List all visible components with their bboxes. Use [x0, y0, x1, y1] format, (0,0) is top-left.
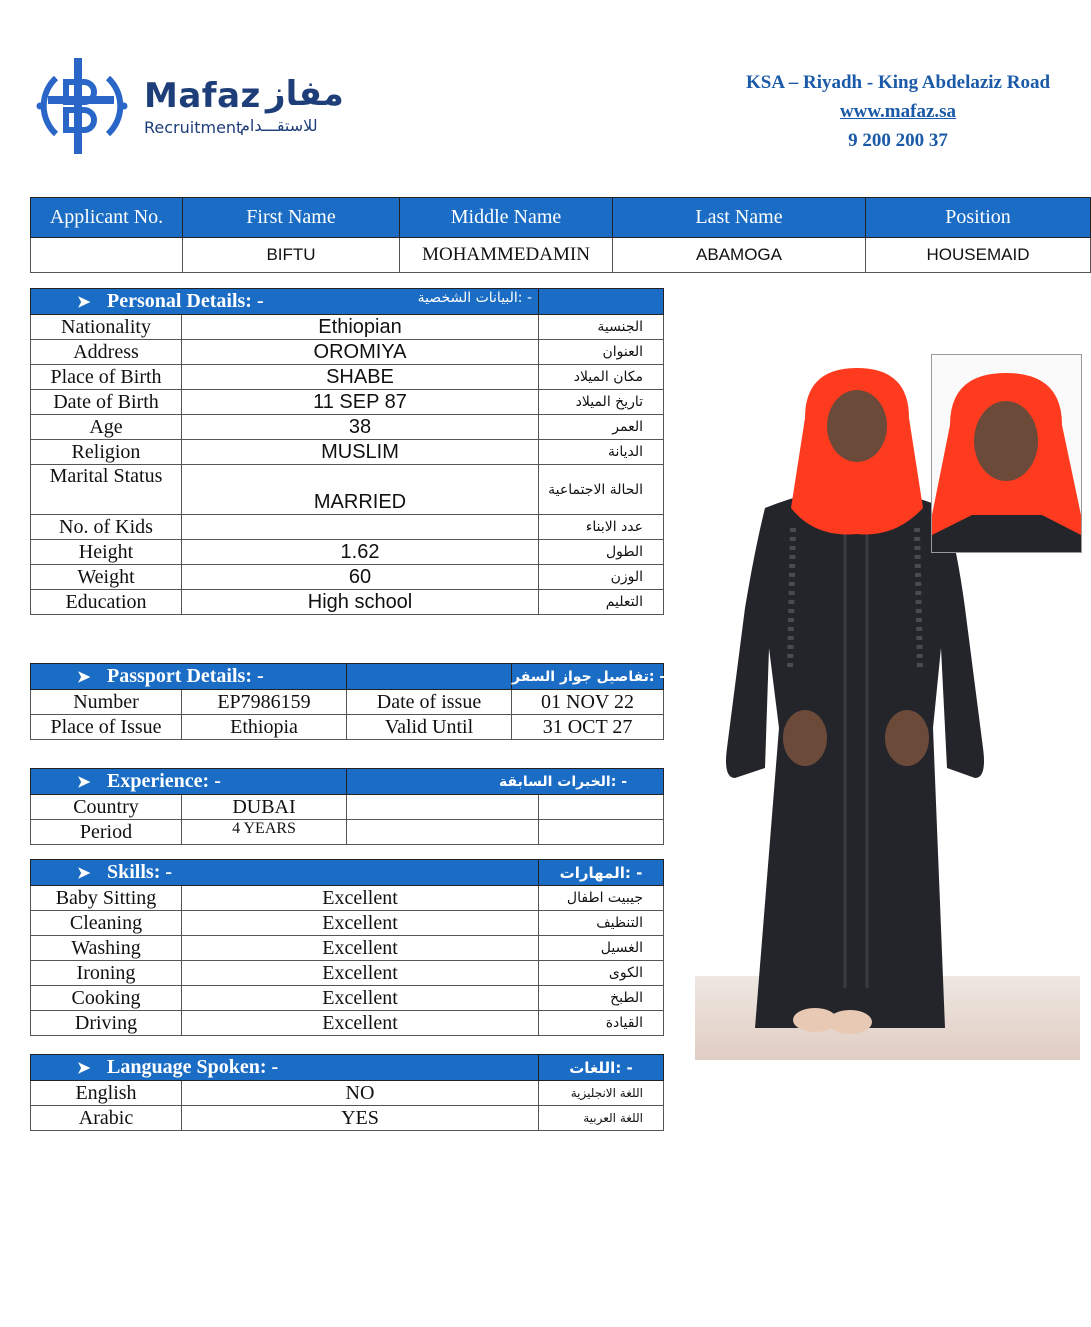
skills-table [30, 859, 664, 1036]
personal-details-table [30, 288, 664, 615]
skill-value: Excellent [182, 911, 539, 936]
company-name: Mafaz [144, 76, 261, 116]
row-label: No. of Kids [31, 515, 182, 540]
experience-country-label: Country [31, 795, 182, 820]
skill-label: Baby Sitting [31, 886, 182, 911]
skill-value: Excellent [182, 936, 539, 961]
language-label-ar: اللغة العربية [539, 1106, 664, 1131]
skill-value: Excellent [182, 986, 539, 1011]
issue-date-label: Date of issue [347, 690, 512, 715]
personal-section-title-ar: البيانات الشخصية: - [417, 290, 533, 306]
last-name-value: ABAMOGA [613, 238, 866, 273]
row-label-ar: الجنسية [539, 315, 664, 340]
middle-name-value: MOHAMMEDAMIN [400, 238, 613, 273]
row-label-ar: الحالة الاجتماعية [539, 465, 664, 515]
applicant-no-header: Applicant No. [31, 198, 183, 238]
passport-number-value: EP7986159 [182, 690, 347, 715]
skill-value: Excellent [182, 961, 539, 986]
valid-until-value: 31 OCT 27 [512, 715, 664, 740]
passport-section-title-ar: تفاصيل جواز السفر: - [512, 664, 664, 690]
position-value: HOUSEMAID [866, 238, 1091, 273]
row-value: High school [182, 590, 539, 615]
skill-label-ar: الكوى [539, 961, 664, 986]
row-label: Nationality [31, 315, 182, 340]
languages-table [30, 1054, 664, 1131]
row-value: Ethiopian [182, 315, 539, 340]
language-value: NO [182, 1081, 539, 1106]
applicant-no-value [31, 238, 183, 273]
position-header: Position [866, 198, 1091, 238]
last-name-header: Last Name [613, 198, 866, 238]
skill-label-ar: القيادة [539, 1011, 664, 1036]
skill-label: Washing [31, 936, 182, 961]
row-label-ar: مكان الميلاد [539, 365, 664, 390]
row-label-ar: الديانة [539, 440, 664, 465]
company-name-ar: مفاز [266, 74, 344, 114]
applicant-table [30, 197, 1091, 273]
valid-until-label: Valid Until [347, 715, 512, 740]
row-label-ar: التعليم [539, 590, 664, 615]
company-phone: 9 200 200 37 [848, 130, 948, 151]
skill-label-ar: الطبخ [539, 986, 664, 1011]
experience-section-title: ➤ Experience: - [31, 769, 347, 795]
skill-value: Excellent [182, 1011, 539, 1036]
contact-block [738, 70, 1058, 157]
row-value: MARRIED [182, 465, 539, 515]
row-label-ar: الطول [539, 540, 664, 565]
row-label-ar: تاريخ الميلاد [539, 390, 664, 415]
company-logo [34, 56, 344, 162]
skill-value: Excellent [182, 886, 539, 911]
skill-label: Cleaning [31, 911, 182, 936]
row-label: Age [31, 415, 182, 440]
row-label: Religion [31, 440, 182, 465]
row-label: Education [31, 590, 182, 615]
issue-date-value: 01 NOV 22 [512, 690, 664, 715]
personal-section-title: ➤ Personal Details: - البيانات الشخصية: - [31, 289, 539, 315]
place-of-issue-label: Place of Issue [31, 715, 182, 740]
row-label-ar: عدد الابناء [539, 515, 664, 540]
row-value: MUSLIM [182, 440, 539, 465]
row-value [182, 515, 539, 540]
passport-number-label: Number [31, 690, 182, 715]
experience-period-label: Period [31, 820, 182, 845]
row-value: 11 SEP 87 [182, 390, 539, 415]
row-value: 1.62 [182, 540, 539, 565]
first-name-header: First Name [183, 198, 400, 238]
company-tagline-ar: للاستقـــدام [240, 116, 318, 135]
mafaz-emblem-icon [34, 56, 144, 162]
experience-table [30, 768, 664, 845]
language-label-ar: اللغة الانجليزية [539, 1081, 664, 1106]
row-label-ar: العمر [539, 415, 664, 440]
middle-name-header: Middle Name [400, 198, 613, 238]
passport-details-table [30, 663, 664, 740]
company-tagline: Recruitment [144, 118, 243, 137]
place-of-issue-value: Ethiopia [182, 715, 347, 740]
language-label: English [31, 1081, 182, 1106]
row-label: Height [31, 540, 182, 565]
language-section-title: ➤ Language Spoken: - [31, 1055, 539, 1081]
language-label: Arabic [31, 1106, 182, 1131]
company-website-link[interactable]: www.mafaz.sa [839, 101, 957, 122]
first-name-value: BIFTU [183, 238, 400, 273]
language-value: YES [182, 1106, 539, 1131]
row-label: Marital Status [31, 465, 182, 515]
experience-country-value: DUBAI [182, 795, 347, 820]
skills-section-title: ➤ Skills: - [31, 860, 539, 886]
skill-label: Cooking [31, 986, 182, 1011]
experience-period-value: 4 YEARS [182, 820, 347, 845]
row-value: 60 [182, 565, 539, 590]
row-label: Weight [31, 565, 182, 590]
skill-label: Driving [31, 1011, 182, 1036]
row-label-ar: العنوان [539, 340, 664, 365]
skill-label-ar: الغسيل [539, 936, 664, 961]
row-value: SHABE [182, 365, 539, 390]
portrait-photo [931, 354, 1082, 553]
skills-section-title-ar: المهارات: - [539, 860, 664, 886]
row-label: Date of Birth [31, 390, 182, 415]
row-label: Place of Birth [31, 365, 182, 390]
row-value: 38 [182, 415, 539, 440]
skill-label-ar: التنظيف [539, 911, 664, 936]
row-value: OROMIYA [182, 340, 539, 365]
skill-label: Ironing [31, 961, 182, 986]
row-label: Address [31, 340, 182, 365]
row-label-ar: الوزن [539, 565, 664, 590]
experience-section-title-ar: الخبرات السابقة: - [347, 769, 664, 795]
skill-label-ar: جيبيت اطفال [539, 886, 664, 911]
language-section-title-ar: اللغات: - [539, 1055, 664, 1081]
passport-section-title: ➤ Passport Details: - [31, 664, 347, 690]
company-address: KSA – Riyadh - King Abdelaziz Road [745, 72, 1051, 93]
